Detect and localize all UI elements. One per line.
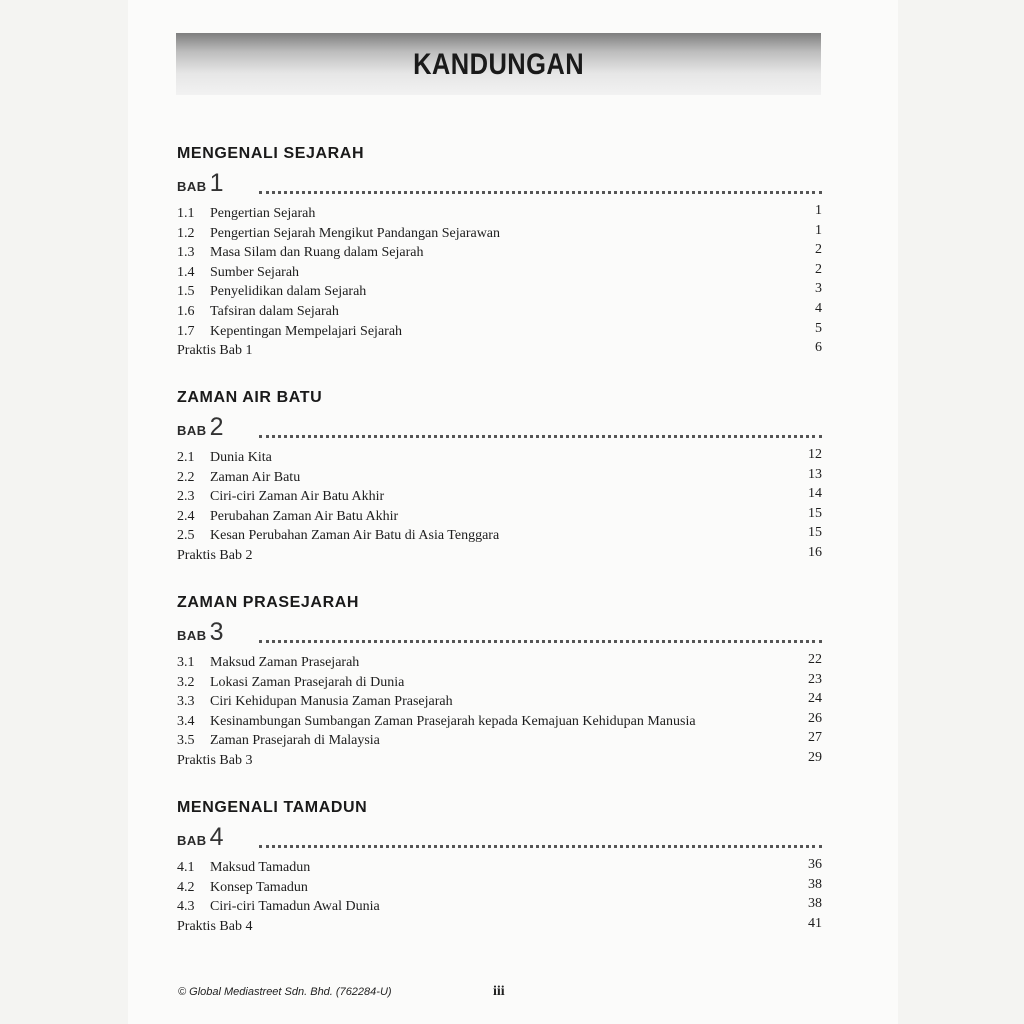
toc-section-4 <box>177 798 822 936</box>
entry-title: Maksud Tamadun <box>210 860 311 875</box>
toc-entry[interactable] <box>177 282 822 302</box>
entry-page: 12 <box>808 447 822 462</box>
entry-number: 4.1 <box>177 860 195 875</box>
entry-page: 38 <box>808 876 822 892</box>
entry-number: 1.3 <box>177 245 195 261</box>
entry-page: 3 <box>815 281 822 297</box>
chapter-label-row <box>177 619 822 649</box>
toc-list <box>177 653 822 771</box>
entry-page: 22 <box>808 652 822 667</box>
entry-title: Konsep Tamadun <box>210 879 308 895</box>
entry-page: 15 <box>808 525 822 541</box>
entry-title: Praktis Bab 2 <box>177 547 253 563</box>
section-heading: MENGENALI SEJARAH <box>177 145 365 162</box>
toc-entry[interactable] <box>177 507 822 527</box>
dotted-rule <box>259 640 822 643</box>
page-number: iii <box>493 984 505 999</box>
chapter-word: BAB <box>177 628 207 643</box>
entry-title: Masa Silam dan Ruang dalam Sejarah <box>210 245 424 261</box>
chapter-label <box>177 823 224 852</box>
toc-entry[interactable] <box>177 448 822 468</box>
entry-page: 6 <box>815 340 822 356</box>
entry-page: 26 <box>808 710 822 726</box>
chapter-label <box>177 169 224 198</box>
section-heading: ZAMAN AIR BATU <box>177 389 323 406</box>
entry-title: Maksud Zaman Prasejarah <box>210 655 360 670</box>
entry-number: 2.2 <box>177 469 195 485</box>
toc-entry[interactable] <box>177 692 822 712</box>
entry-page: 41 <box>808 915 822 931</box>
entry-title: Perubahan Zaman Air Batu Akhir <box>210 508 399 524</box>
chapter-number: 2 <box>209 413 224 441</box>
chapter-label <box>177 618 224 647</box>
entry-page: 14 <box>808 486 822 502</box>
entry-number: 4.2 <box>177 879 195 895</box>
entry-title: Pengertian Sejarah <box>210 206 316 221</box>
entry-page: 2 <box>815 242 822 258</box>
toc-entry[interactable] <box>177 322 822 342</box>
entry-title: Ciri Kehidupan Manusia Zaman Prasejarah <box>210 694 453 710</box>
entry-number: 1.1 <box>177 206 195 221</box>
toc-entry[interactable] <box>177 302 822 322</box>
entry-page: 24 <box>808 691 822 707</box>
entry-title: Praktis Bab 3 <box>177 752 253 768</box>
entry-page: 1 <box>815 203 822 218</box>
entry-number: 3.1 <box>177 655 195 670</box>
chapter-word: BAB <box>177 833 207 848</box>
toc-entry-praktis[interactable] <box>177 917 822 937</box>
dotted-rule <box>259 191 822 194</box>
entry-page: 15 <box>808 505 822 521</box>
chapter-number: 4 <box>209 823 224 851</box>
title-banner <box>176 33 821 95</box>
entry-number: 1.2 <box>177 225 195 241</box>
entry-page: 4 <box>815 300 822 316</box>
dotted-rule <box>259 435 822 438</box>
entry-page: 13 <box>808 466 822 482</box>
entry-number: 3.2 <box>177 674 195 690</box>
entry-title: Praktis Bab 4 <box>177 918 253 934</box>
entry-title: Kesinambungan Sumbangan Zaman Prasejarah kepada Kemajuan Kehidupan Manusia <box>210 713 696 729</box>
dotted-rule <box>259 845 822 848</box>
toc-list <box>177 448 822 566</box>
entry-title: Ciri-ciri Zaman Air Batu Akhir <box>210 489 385 505</box>
entry-number: 2.5 <box>177 528 195 544</box>
entry-number: 3.5 <box>177 733 195 749</box>
entry-page: 2 <box>815 261 822 277</box>
entry-title: Kepentingan Mempelajari Sejarah <box>210 323 403 339</box>
section-heading: ZAMAN PRASEJARAH <box>177 594 360 611</box>
entry-page: 5 <box>815 320 822 336</box>
toc-entry[interactable] <box>177 526 822 546</box>
entry-number: 4.3 <box>177 899 195 915</box>
entry-number: 2.4 <box>177 508 195 524</box>
entry-number: 2.1 <box>177 450 195 465</box>
toc-entry-praktis[interactable] <box>177 341 822 361</box>
entry-page: 29 <box>808 749 822 765</box>
chapter-number: 3 <box>209 618 224 646</box>
entry-title: Kesan Perubahan Zaman Air Batu di Asia Tenggara <box>210 528 500 544</box>
chapter-label-row <box>177 824 822 854</box>
entry-number: 3.3 <box>177 694 195 710</box>
entry-title: Zaman Prasejarah di Malaysia <box>210 733 380 749</box>
entry-title: Pengertian Sejarah Mengikut Pandangan Sejarawan <box>210 225 501 241</box>
toc-entry[interactable] <box>177 653 822 673</box>
toc-entry[interactable] <box>177 897 822 917</box>
entry-page: 38 <box>808 896 822 912</box>
chapter-word: BAB <box>177 423 207 438</box>
toc-entry-praktis[interactable] <box>177 751 822 771</box>
toc-section-3 <box>177 593 822 771</box>
section-heading: MENGENALI TAMADUN <box>177 799 368 816</box>
toc-entry[interactable] <box>177 243 822 263</box>
toc-entry[interactable] <box>177 224 822 244</box>
entry-title: Ciri-ciri Tamadun Awal Dunia <box>210 899 380 915</box>
entry-number: 1.6 <box>177 303 195 319</box>
entry-number: 1.7 <box>177 323 195 339</box>
entry-number: 1.4 <box>177 264 195 280</box>
entry-title: Zaman Air Batu <box>210 469 301 485</box>
toc-list <box>177 204 822 361</box>
page-title: KANDUNGAN <box>413 48 584 81</box>
chapter-label-row <box>177 170 822 200</box>
entry-title: Dunia Kita <box>210 450 272 465</box>
chapter-word: BAB <box>177 179 207 194</box>
toc-entry-praktis[interactable] <box>177 546 822 566</box>
toc-entry[interactable] <box>177 673 822 693</box>
entry-title: Penyelidikan dalam Sejarah <box>210 284 367 300</box>
entry-number: 3.4 <box>177 713 195 729</box>
toc-entry[interactable] <box>177 263 822 283</box>
chapter-label <box>177 413 224 442</box>
entry-number: 2.3 <box>177 489 195 505</box>
chapter-label-row <box>177 414 822 444</box>
entry-page: 1 <box>815 222 822 238</box>
entry-title: Lokasi Zaman Prasejarah di Dunia <box>210 674 405 690</box>
copyright-notice: © Global Mediastreet Sdn. Bhd. (762284-U) <box>178 986 392 998</box>
toc-entry[interactable] <box>177 712 822 732</box>
toc-entry[interactable] <box>177 468 822 488</box>
entry-number: 1.5 <box>177 284 195 300</box>
toc-entry[interactable] <box>177 487 822 507</box>
entry-title: Tafsiran dalam Sejarah <box>210 303 339 319</box>
entry-page: 16 <box>808 544 822 560</box>
toc-entry[interactable] <box>177 858 822 878</box>
toc-entry[interactable] <box>177 204 822 224</box>
toc-list <box>177 858 822 936</box>
chapter-number: 1 <box>209 169 224 197</box>
entry-title: Sumber Sejarah <box>210 264 300 280</box>
toc-entry[interactable] <box>177 731 822 751</box>
toc-entry[interactable] <box>177 878 822 898</box>
entry-page: 23 <box>808 671 822 687</box>
toc-section-1 <box>177 144 822 361</box>
entry-title: Praktis Bab 1 <box>177 343 253 359</box>
entry-page: 27 <box>808 730 822 746</box>
entry-page: 36 <box>808 857 822 872</box>
toc-section-2 <box>177 388 822 566</box>
